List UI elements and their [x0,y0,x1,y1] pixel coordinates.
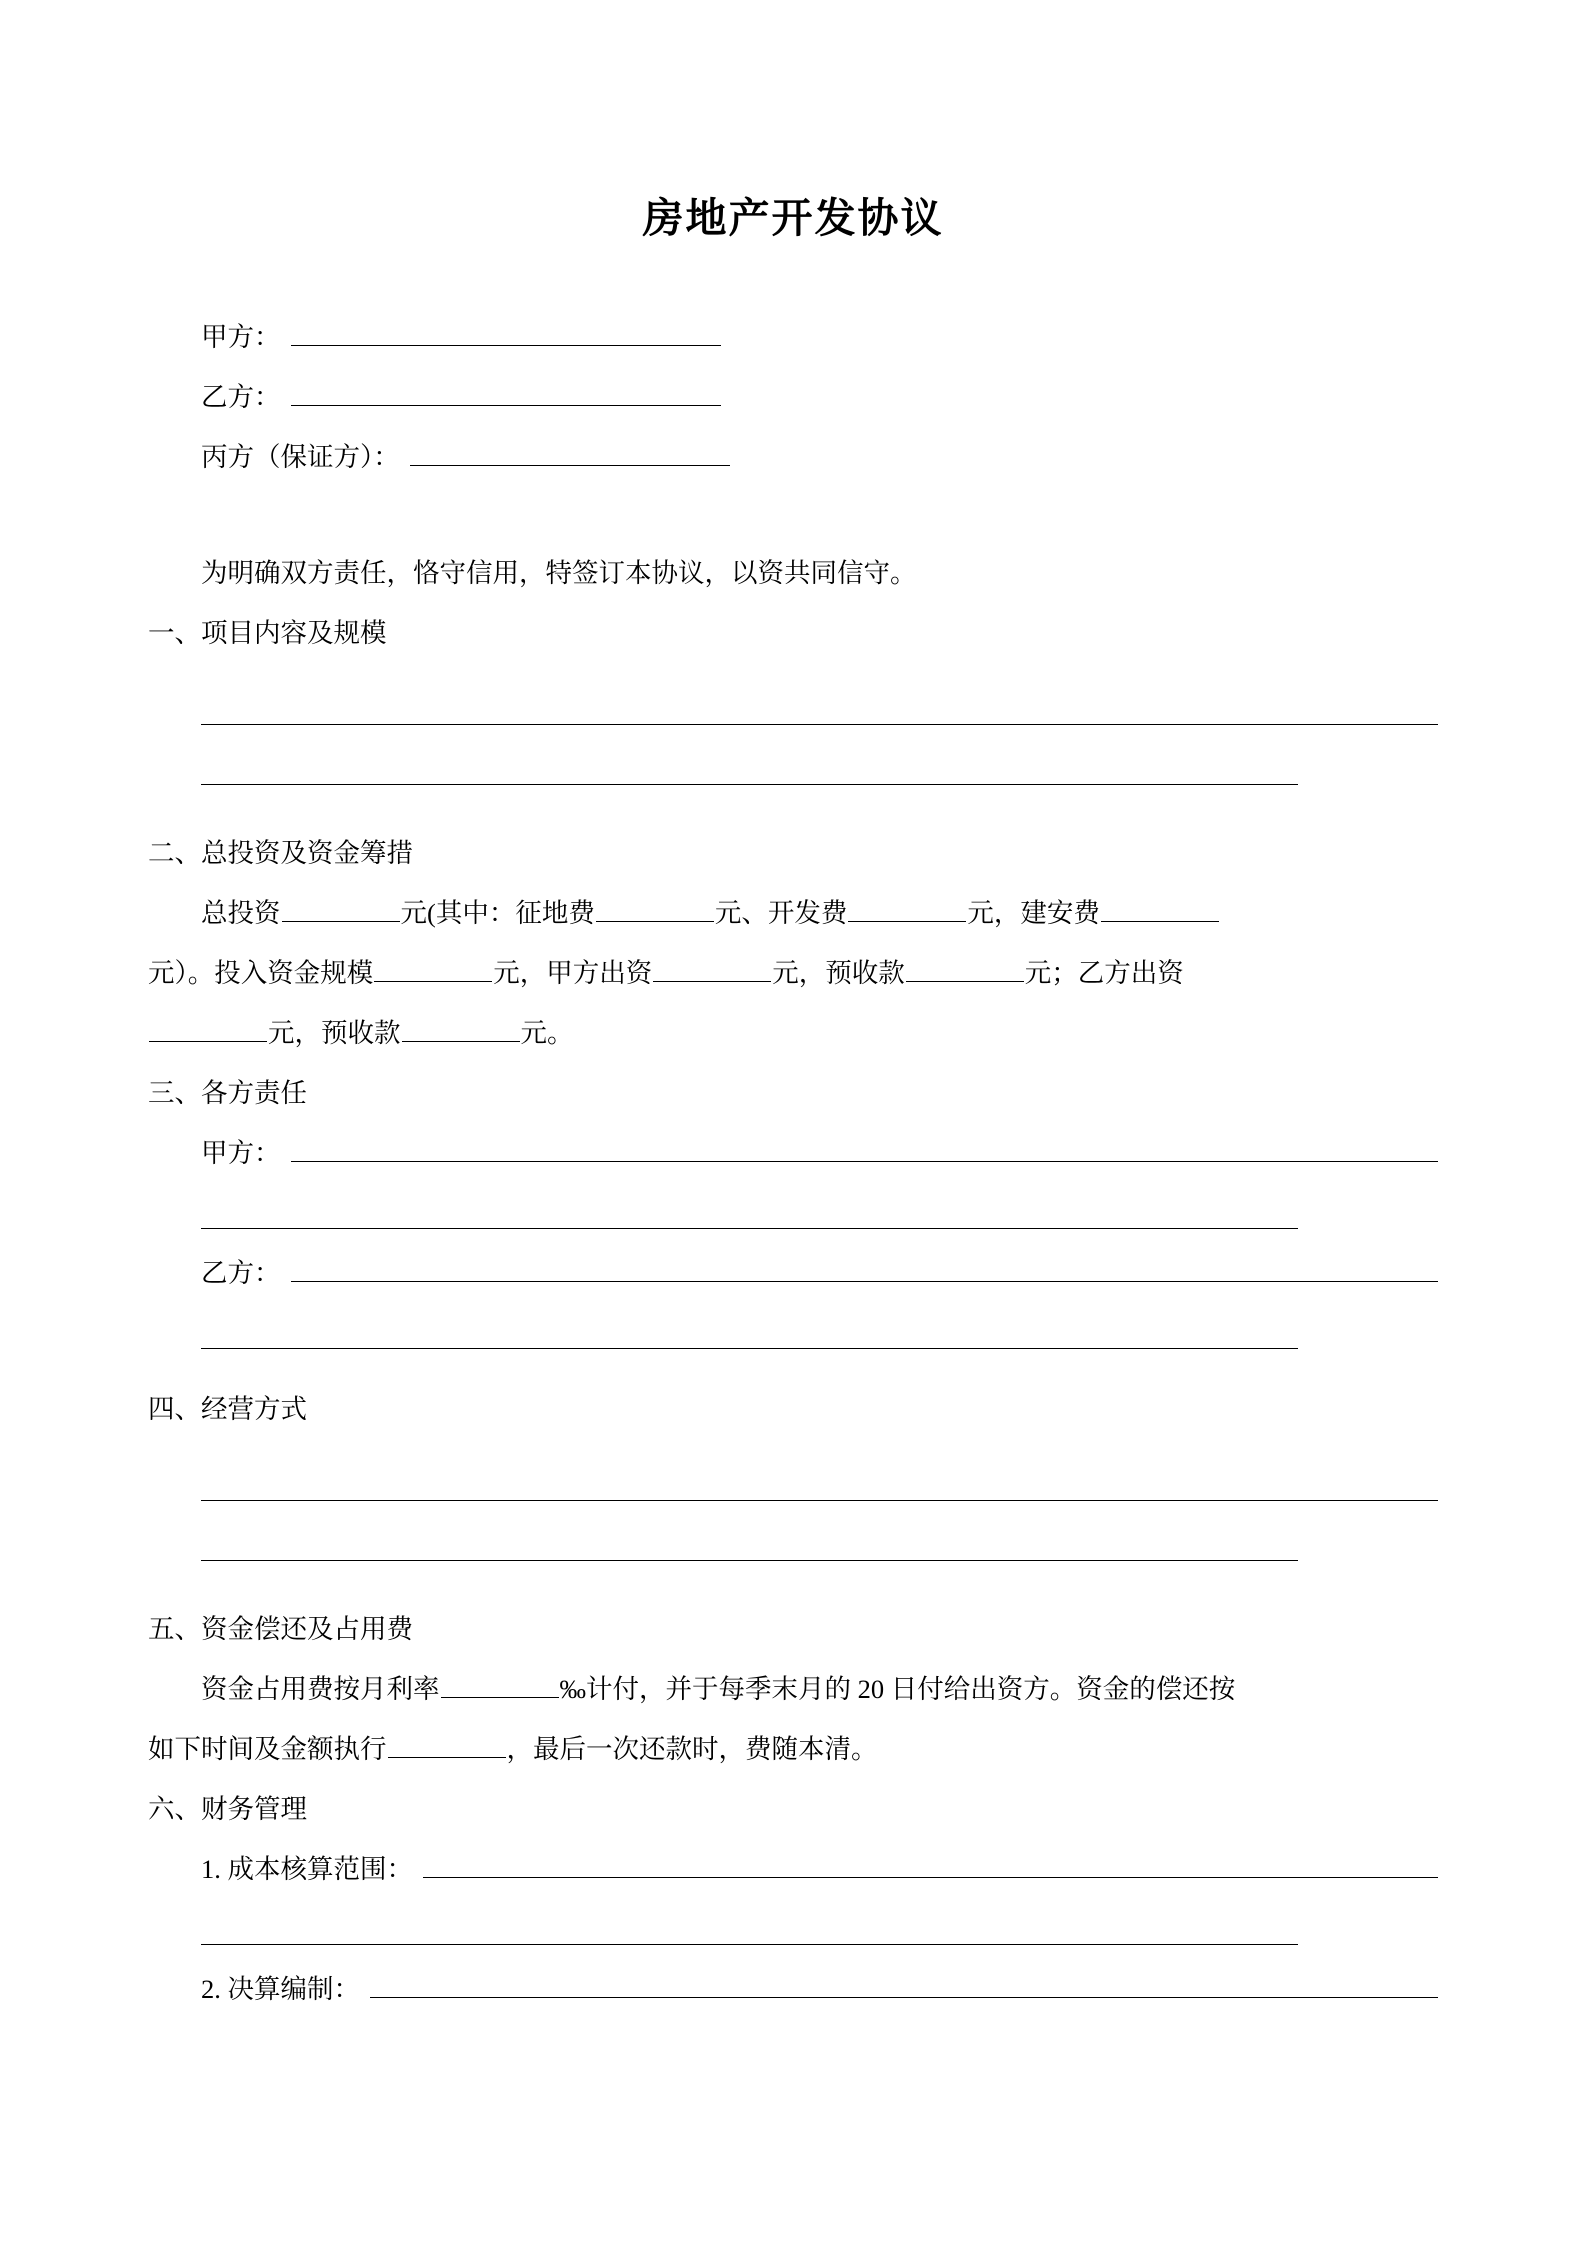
party-a-prepayment-blank[interactable] [906,955,1024,982]
section-heading-3: 三、各方责任 [148,1078,307,1109]
repayment-closing-text: ，最后一次还款时，费随本清。 [506,1734,878,1765]
cost-accounting-scope-input[interactable] [423,1851,1438,1878]
section-4-blank-line-2[interactable] [148,1515,1438,1575]
party-b-contribution-blank[interactable] [149,1015,267,1042]
construction-fee-label: 元，建安费 [967,898,1100,929]
party-input-jiafang[interactable] [291,319,721,346]
party-row-bingfang [148,427,1438,487]
section-heading-6: 六、财务管理 [148,1794,307,1825]
responsibility-label-jiafang: 甲方： [201,1138,281,1169]
section-1-blank-line-2[interactable] [148,739,1438,799]
monthly-rate-blank[interactable] [441,1671,559,1698]
section-heading-1: 一、项目内容及规模 [148,618,387,649]
responsibility-row-jiafang [148,1123,1438,1183]
payment-terms-text: ‰计付，并于每季末月的 20 日付给出资方。资金的偿还按 [559,1674,1236,1705]
party-b-prepayment-label: 元，预收款 [268,1018,401,1049]
monthly-rate-label: 资金占用费按月利率 [201,1674,440,1705]
responsibility-yifang-extra-line[interactable] [148,1303,1438,1363]
section-heading-5: 五、资金偿还及占用费 [148,1614,413,1645]
party-a-prepayment-label: 元，预收款 [772,958,905,989]
finance-item-1-extra-line[interactable] [148,1899,1438,1959]
section-2-body-line-1 [148,883,1438,943]
party-input-bingfang[interactable] [410,439,730,466]
cost-accounting-scope-label: 1. 成本核算范围： [201,1854,413,1885]
finance-item-row-1 [148,1839,1438,1899]
capital-scale-blank[interactable] [374,955,492,982]
section-5-body-line-1 [148,1659,1438,1719]
section-2-end-label: 元。 [520,1018,574,1049]
construction-fee-blank[interactable] [1101,895,1219,922]
preamble-paragraph: 为明确双方责任，恪守信用，特签订本协议，以资共同信守。 [201,558,917,589]
final-accounting-label: 2. 决算编制： [201,1974,360,2005]
development-fee-label: 元、开发费 [714,898,848,929]
responsibility-jiafang-extra-line[interactable] [148,1183,1438,1243]
party-b-contribution-label: 元；乙方出资 [1024,958,1184,989]
repayment-schedule-blank[interactable] [388,1731,506,1758]
section-4-blank-line-1[interactable] [148,1455,1438,1515]
section-heading-2: 二、总投资及资金筹措 [148,838,413,869]
party-row-jiafang [148,307,1438,367]
responsibility-input-jiafang[interactable] [291,1135,1439,1162]
section-heading-4: 四、经营方式 [148,1394,307,1425]
party-label-yifang: 乙方： [201,382,281,413]
total-investment-blank[interactable] [282,895,400,922]
party-row-yifang [148,367,1438,427]
land-fee-blank[interactable] [596,895,714,922]
repayment-schedule-label: 如下时间及金额执行 [148,1734,387,1765]
party-a-contribution-blank[interactable] [653,955,771,982]
land-fee-label: 元(其中：征地费 [400,898,595,929]
development-fee-blank[interactable] [848,895,966,922]
document-content [148,0,1438,2019]
finance-item-row-2 [148,1959,1438,2019]
party-a-contribution-label: 元，甲方出资 [493,958,653,989]
page-title: 房地产开发协议 [642,195,944,241]
responsibility-input-yifang[interactable] [291,1255,1439,1282]
responsibility-label-yifang: 乙方： [201,1258,281,1289]
responsibility-row-yifang [148,1243,1438,1303]
total-investment-label: 总投资 [201,898,281,929]
section-2-body-line-2 [148,943,1438,1003]
section-5-body-line-2 [148,1719,1438,1779]
party-input-yifang[interactable] [291,379,721,406]
party-label-jiafang: 甲方： [201,322,281,353]
final-accounting-input[interactable] [370,1971,1438,1998]
capital-scale-label: 元）。投入资金规模 [148,958,374,989]
party-b-prepayment-blank[interactable] [402,1015,520,1042]
party-label-bingfang: 丙方（保证方）： [201,442,400,473]
section-1-blank-line-1[interactable] [148,679,1438,739]
section-2-body-line-3 [148,1003,1438,1063]
